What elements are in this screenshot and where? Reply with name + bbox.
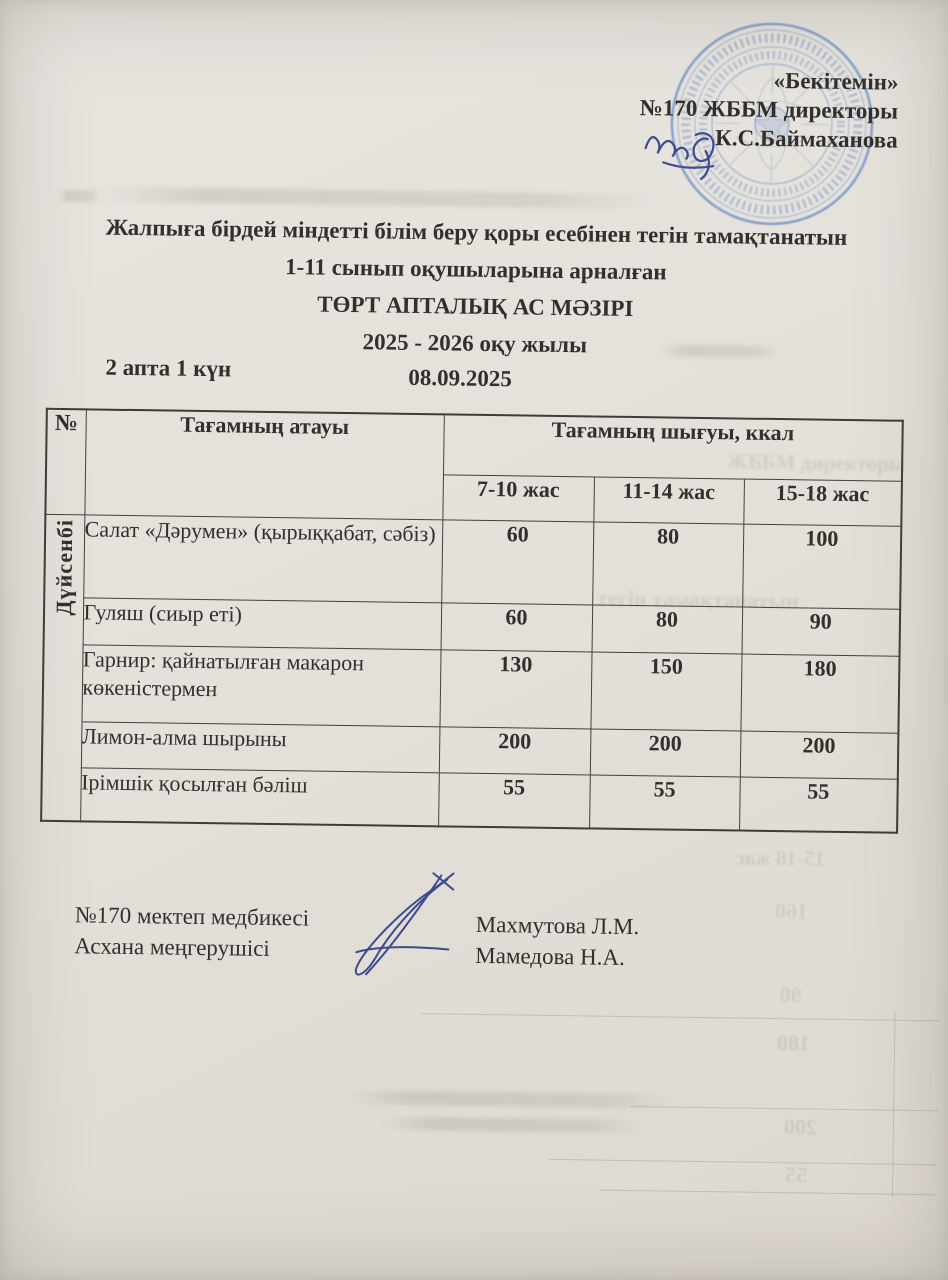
bleed-table-line [892, 1012, 896, 1198]
column-header-number: № [45, 409, 85, 515]
week-day-label: 2 апта 1 күн [105, 354, 232, 382]
canteen-manager-role: Асхана меңгерушісі [74, 933, 270, 961]
director-signature [639, 114, 736, 187]
kcal-value: 180 [740, 654, 899, 733]
kcal-value: 55 [739, 777, 898, 833]
director-title: №170 ЖББМ директоры [639, 95, 899, 124]
column-header-dish: Тағамның атауы [84, 409, 443, 519]
bleed-mirrored-value: 200 [783, 1114, 818, 1140]
approval-word: «Бекітемін» [773, 67, 899, 95]
bleed-table-line [630, 1106, 938, 1111]
bleed-smudge [95, 186, 655, 209]
title-line-1: Жалпыға бірдей міндетті білім беру қоры есебінен тегін тамақтанатын [105, 214, 848, 250]
bleed-mirrored-value: 90 [779, 982, 802, 1008]
dish-name: Салат «Дәрумен» (қырыққабат, сәбіз) [83, 514, 442, 602]
kcal-value: 60 [441, 519, 593, 604]
age-group-header: 15-18 жас [743, 479, 902, 526]
bleed-echo-text: тегін тамақтанатын [597, 585, 799, 614]
document-title [15, 207, 937, 368]
kcal-value: 200 [590, 728, 741, 776]
dish-name: Ірімшік қосылған бәліш [80, 767, 439, 826]
footer-roles [74, 899, 309, 964]
kcal-value: 90 [742, 607, 901, 656]
kcal-value: 80 [592, 604, 743, 653]
day-label: Дүйсенбі [50, 518, 78, 616]
kcal-value: 80 [592, 521, 743, 606]
menu-date: 08.09.2025 [408, 364, 513, 392]
table-row [41, 767, 898, 833]
kcal-value: 55 [589, 774, 740, 830]
kcal-value: 200 [439, 726, 591, 774]
bleed-mirrored-value: 55 [785, 1162, 808, 1188]
age-group-header: 7-10 жас [442, 474, 594, 521]
bleed-table-line [549, 1159, 937, 1165]
age-group-header: 11-14 жас [593, 476, 744, 523]
canteen-manager-name: Мамедова Н.А. [475, 942, 626, 970]
kcal-value: 200 [740, 731, 899, 779]
footer-names [475, 909, 639, 973]
column-header-kcal: Тағамның шығуы, ккал [443, 414, 903, 480]
footer-signature [342, 862, 468, 994]
nurse-name: Махмутова Л.М. [475, 911, 640, 940]
dish-name: Лимон-алма шырыны [81, 721, 440, 772]
bleed-table-line [421, 1013, 939, 1021]
director-name: К.С.Баймаханова [714, 125, 898, 153]
kcal-value: 130 [439, 649, 591, 728]
bleed-smudge [342, 1090, 672, 1109]
nurse-role: №170 мектеп медбикесі [74, 902, 310, 931]
title-line-3: ТӨРТ АПТАЛЫҚ АС МӘЗІРІ [317, 291, 634, 321]
day-cell [41, 514, 84, 822]
bleed-smudge [382, 1117, 642, 1134]
dish-name: Гуляш (сиыр еті) [83, 597, 442, 649]
kcal-value: 100 [742, 524, 901, 609]
kcal-value: 55 [438, 772, 590, 828]
title-line-2: 1-11 сынып оқушыларына арналған [284, 254, 667, 285]
bleed-echo-text: ЖББМ директоры [727, 449, 906, 476]
bleed-smudge [59, 190, 101, 203]
kcal-value: 60 [441, 602, 593, 651]
bleed-mirrored-value: 180 [776, 1030, 811, 1056]
title-line-4: 2025 - 2026 оқу жылы [362, 329, 588, 358]
menu-table [40, 408, 904, 834]
bleed-mirrored-text: 15-18 жас [735, 845, 826, 871]
kcal-value: 150 [590, 651, 741, 730]
table-row [43, 644, 900, 733]
bleed-table-line [599, 1190, 937, 1196]
dish-name: Гарнир: қайнатылған макарон көкеністермен [82, 644, 441, 726]
bleed-mirrored-value: 160 [774, 898, 809, 924]
table-row [44, 514, 901, 609]
